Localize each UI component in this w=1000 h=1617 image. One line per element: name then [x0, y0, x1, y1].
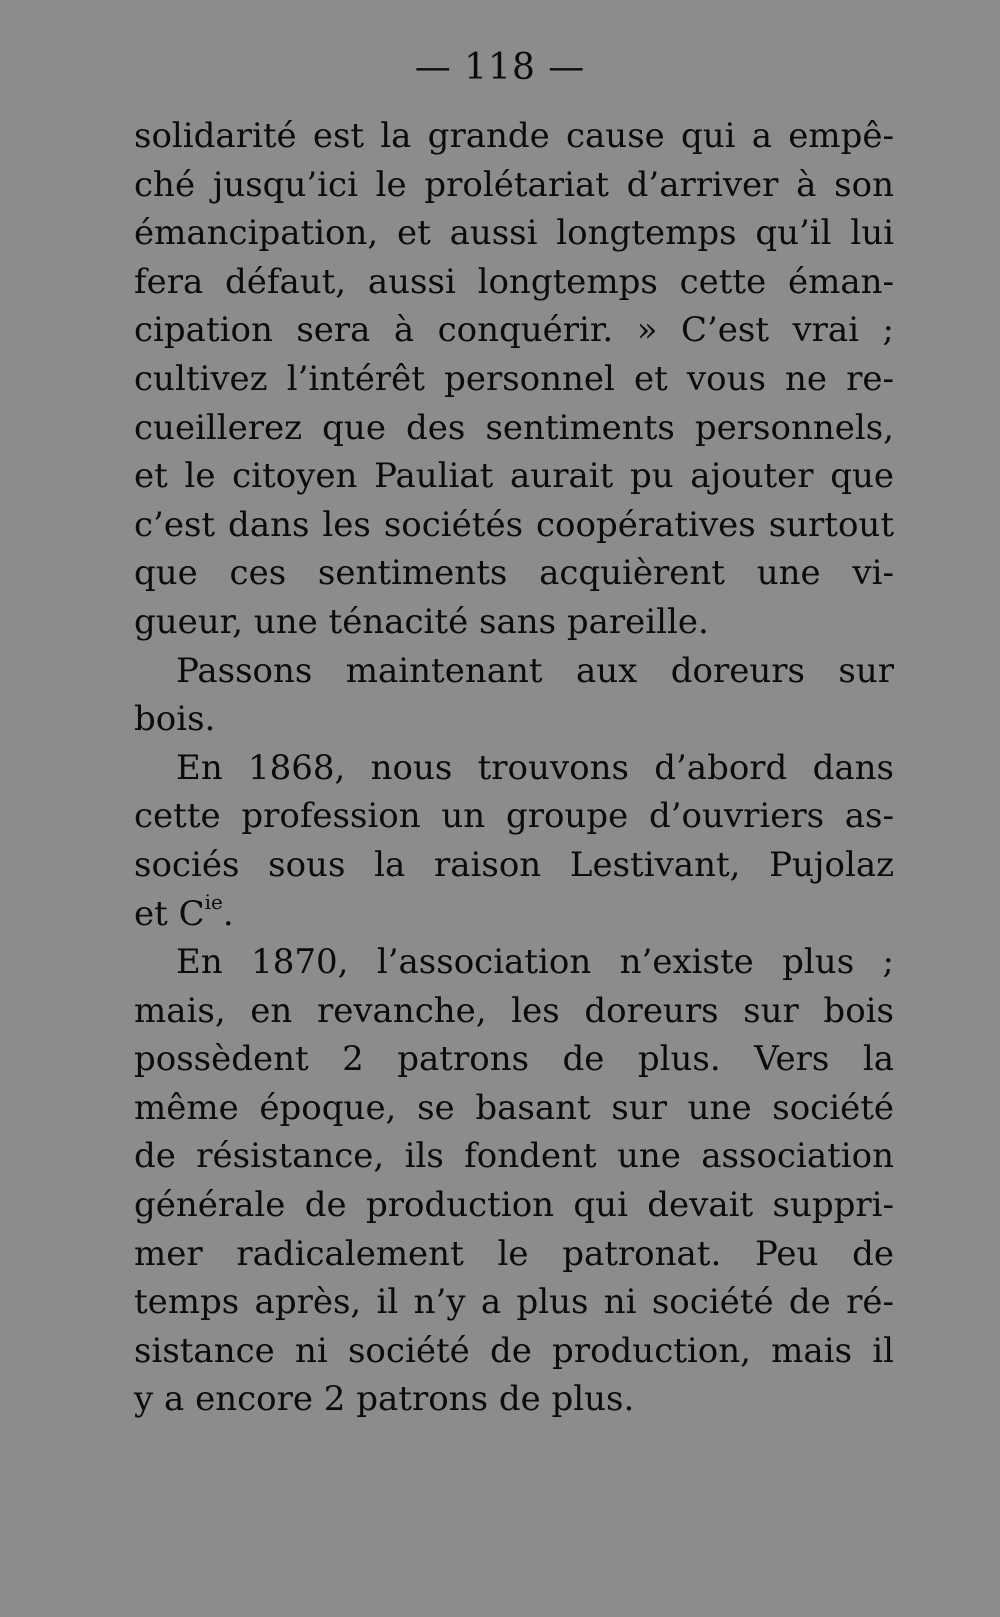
text-line-with-superscript — [134, 890, 894, 939]
text-line: Passons maintenant aux doreurs sur — [176, 650, 894, 691]
text-line: fera défaut, aussi longtemps cette éman- — [134, 261, 894, 302]
text-line: gueur, une ténacité sans pareille. — [134, 601, 709, 642]
text-line: bois. — [134, 699, 216, 740]
text-line: temps après, il n’y a plus ni société de ré- — [134, 1282, 894, 1323]
text-line: générale de production qui devait suppri- — [134, 1185, 894, 1226]
body-text — [134, 112, 894, 1424]
text-line: cueillerez que des sentiments personnels, — [134, 407, 894, 448]
text-line: mais, en revanche, les doreurs sur bois — [134, 990, 894, 1031]
text-line: cultivez l’intérêt personnel et vous ne re- — [134, 358, 894, 399]
text-line: En 1868, nous trouvons d’abord dans — [176, 747, 894, 788]
text-line: sociés sous la raison Lestivant, Pujolaz — [134, 844, 894, 885]
text-line: même époque, se basant sur une société — [134, 1087, 894, 1128]
text-line: y a encore 2 patrons de plus. — [134, 1379, 635, 1420]
text-line: En 1870, l’association n’existe plus ; — [176, 942, 894, 983]
superscript: ie — [204, 890, 223, 915]
text-line: solidarité est la grande cause qui a empê- — [134, 116, 894, 156]
text-line: et le citoyen Pauliat aurait pu ajouter que — [134, 456, 894, 497]
text-line: de résistance, ils fondent une association — [134, 1136, 894, 1177]
text-line: que ces sentiments acquièrent une vi- — [134, 553, 894, 594]
line-text: et C — [134, 893, 205, 934]
text-line: c’est dans les sociétés coopératives surtout — [134, 504, 894, 545]
text-line: possèdent 2 patrons de plus. Vers la — [134, 1039, 894, 1080]
text-line: émancipation, et aussi longtemps qu’il lui — [134, 213, 894, 254]
line-tail: . — [222, 893, 234, 934]
text-line: ché jusqu’ici le prolétariat d’arriver à son — [134, 164, 894, 205]
text-line: cipation sera à conquérir. » C’est vrai ; — [134, 310, 894, 351]
page-number: — 118 — — [414, 47, 586, 88]
text-line: sistance ni société de production, mais il — [134, 1330, 894, 1371]
text-line: cette profession un groupe d’ouvriers as- — [134, 796, 894, 837]
text-line: mer radicalement le patronat. Peu de — [134, 1233, 894, 1274]
